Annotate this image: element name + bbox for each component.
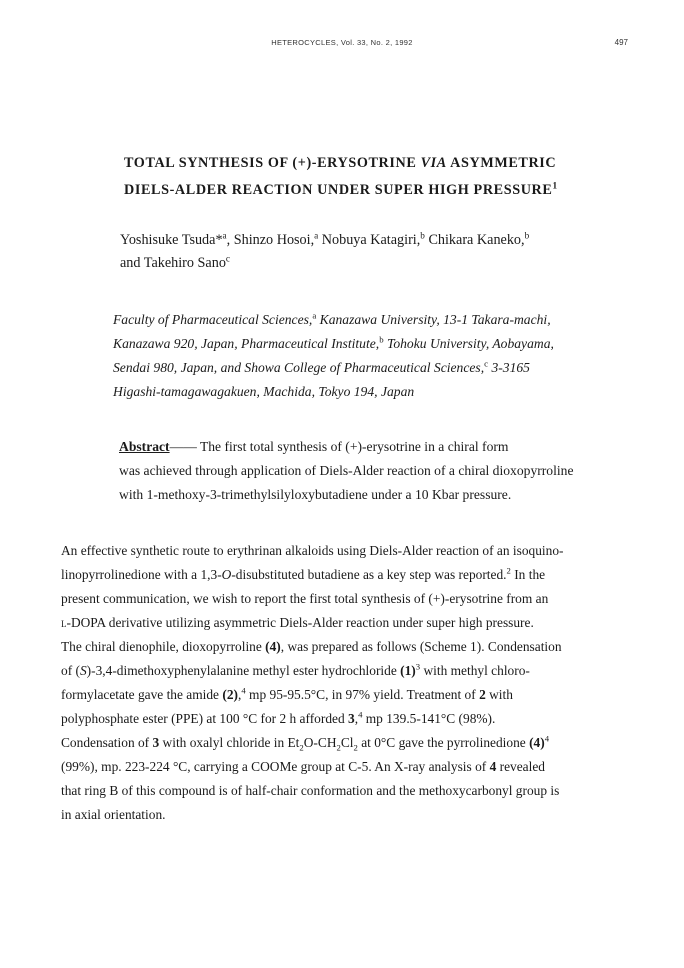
body-line-6: of (S)-3,4-dimethoxyphenylalanine methyl ester hydrochloride $(1)^3$ with methyl chloro- <box>61 661 530 678</box>
abstract-line-1: Abstract—— The first total synthesis of (+)-erysotrine in a chiral form <box>119 439 509 454</box>
abstract-heading: Abstract <box>119 439 170 454</box>
affiliation-line-3: Sendai 980, Japan, and Showa College of Pharmaceutical Sciences,$^c$ 3-3165 <box>113 358 530 375</box>
affiliation-line-4: Higashi-tamagawagakuen, Machida, Tokyo 194, Japan <box>113 384 415 399</box>
body-line-5: The chiral dienophile, dioxopyrroline (4), was prepared as follows (Scheme 1). Condensation <box>61 639 562 654</box>
paper-title <box>124 150 624 204</box>
body-line-9: Condensation of 3 with oxalyl chloride in $Et_2O-CH_2Cl_2$ at 0°C gave the pyrrolinedione $(4)^4$ <box>61 733 550 753</box>
author-line-1: Yoshisuke Tsuda*$^a$, Shinzo Hosoi,$^a$ Nobuya Katagiri,$^b$ Chikara Kaneko,$^b$ <box>120 230 530 248</box>
author-list <box>120 229 640 275</box>
body-line-3: present communication, we wish to report the first total synthesis of (+)-erysotrine from an <box>61 591 549 606</box>
abstract-line-3: with 1-methoxy-3-trimethylsilyloxybutadiene under a 10 Kbar pressure. <box>119 487 512 502</box>
abstract <box>119 435 639 507</box>
affiliation-line-2: Kanazawa 920, Japan, Pharmaceutical Institute,$^b$ Tohoku University, Aobayama, <box>113 334 554 351</box>
running-head <box>0 38 684 52</box>
title-line-1: TOTAL SYNTHESIS OF (+)-ERYSOTRINE VIA ASYMMETRIC <box>124 155 557 171</box>
body-line-8: polyphosphate ester (PPE) at 100 °C for 2 h afforded 3,$^4$ mp 139.5-141°C (98%). <box>61 709 496 726</box>
body-line-11: that ring B of this compound is of half-chair conformation and the methoxycarbonyl group is <box>61 783 560 798</box>
title-footnote-ref: 1 <box>552 180 558 191</box>
title-line-2: DIELS-ALDER REACTION UNDER SUPER HIGH PRESSURE$^1$ <box>124 180 558 198</box>
body-line-10: (99%), mp. 223-224 °C, carrying a COOMe group at C-5. An X-ray analysis of 4 revealed <box>61 759 545 774</box>
body-line-12: in axial orientation. <box>61 807 166 822</box>
body-line-4: l-DOPA derivative utilizing asymmetric Diels-Alder reaction under super high pressure. <box>61 615 534 630</box>
body-text <box>61 539 641 827</box>
body-line-7: formylacetate gave the amide (2),$^4$ mp 95-95.5°C, in 97% yield. Treatment of 2 with <box>61 685 513 702</box>
body-line-1: An effective synthetic route to erythrinan alkaloids using Diels-Alder reaction of an isoquino- <box>61 543 564 558</box>
journal-citation: HETEROCYCLES, Vol. 33, No. 2, 1992 <box>271 38 413 47</box>
abstract-line-2: was achieved through application of Diels-Alder reaction of a chiral dioxopyrroline <box>119 463 574 478</box>
affiliations <box>113 308 653 404</box>
author-line-2: and Takehiro Sano$^c$ <box>120 253 231 271</box>
body-line-2: linopyrrolinedione with a 1,3-O-disubstituted butadiene as a key step was reported.$^2$ In the <box>61 565 546 582</box>
affiliation-line-1: Faculty of Pharmaceutical Sciences,$^a$ Kanazawa University, 13-1 Takara-machi, <box>113 310 551 327</box>
page-number: 497 <box>614 38 628 47</box>
